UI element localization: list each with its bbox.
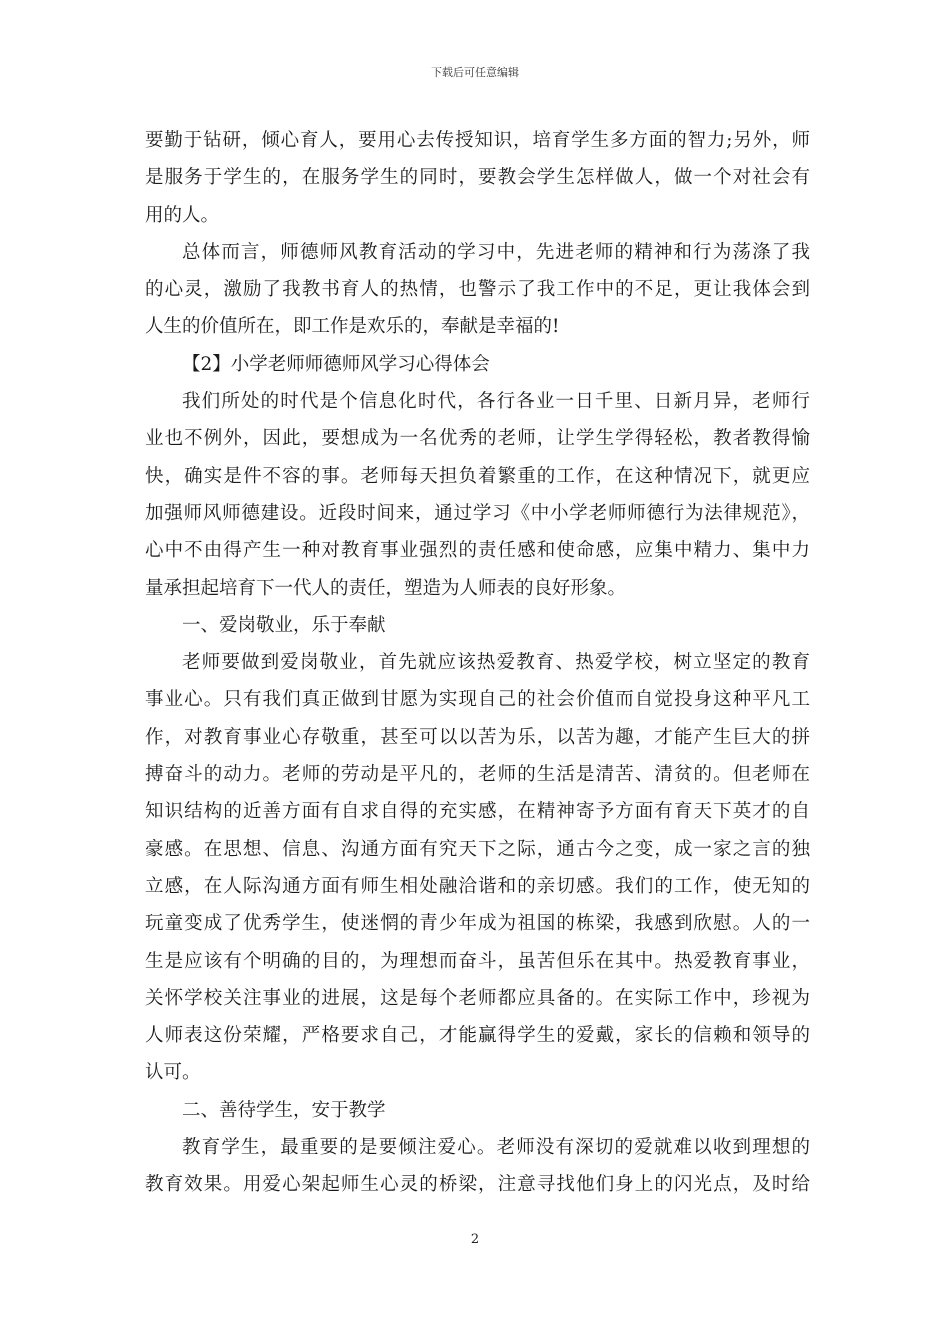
text-line: 立感，在人际沟通方面有师生相处融洽谐和的亲切感。我们的工作，使无知的 [145, 875, 810, 897]
page-header: 下载后可任意编辑 [431, 66, 519, 79]
text-line: 业也不例外，因此，要想成为一名优秀的老师，让学生学得轻松，教者教得愉 [145, 428, 810, 450]
text-line: 教育效果。用爱心架起师生心灵的桥梁，注意寻找他们身上的闪光点，及时给 [145, 1174, 810, 1196]
text-line: 作，对教育事业心存敬重，甚至可以以苦为乐，以苦为趣，才能产生巨大的拼 [145, 726, 810, 748]
text-line: 豪感。在思想、信息、沟通方面有究天下之际，通古今之变，成一家之言的独 [145, 838, 810, 860]
page-number: 2 [470, 1232, 480, 1247]
text-line: 玩童变成了优秀学生，使迷惘的青少年成为祖国的栋梁，我感到欣慰。人的一 [145, 913, 810, 935]
text-line: 是服务于学生的，在服务学生的同时，要教会学生怎样做人，做一个对社会有 [145, 167, 810, 189]
text-line: 一、爱岗敬业，乐于奉献 [182, 614, 386, 636]
text-line: 我们所处的时代是个信息化时代，各行各业一日千里、日新月异，老师行 [182, 391, 810, 413]
text-line: 加强师风师德建设。近段时间来，通过学习《中小学老师师德行为法律规范》， [145, 502, 810, 524]
text-line: 要勤于钻研，倾心育人，要用心去传授知识，培育学生多方面的智力;另外，师 [145, 130, 810, 151]
text-line: 总体而言，师德师风教育活动的学习中，先进老师的精神和行为荡涤了我 [182, 241, 810, 263]
text-line: 知识结构的近善方面有自求自得的充实感，在精神寄予方面有育天下英才的自 [145, 801, 810, 823]
text-line: 教育学生，最重要的是要倾注爱心。老师没有深切的爱就难以收到理想的 [182, 1137, 810, 1159]
text-line: 人生的价值所在，即工作是欢乐的，奉献是幸福的! [145, 316, 560, 338]
text-line: 【2】小学老师师德师风学习心得体会 [182, 353, 490, 375]
document-body [145, 122, 810, 1204]
text-line: 的心灵，激励了我教书育人的热情，也警示了我工作中的不足，更让我体会到 [145, 279, 810, 301]
text-line: 认可。 [145, 1062, 201, 1084]
text-line: 关怀学校关注事业的进展，这是每个老师都应具备的。在实际工作中，珍视为 [145, 987, 810, 1009]
text-line: 生是应该有个明确的目的，为理想而奋斗，虽苦但乐在其中。热爱教育事业， [145, 950, 810, 972]
text-line: 快，确实是件不容的事。老师每天担负着繁重的工作，在这种情况下，就更应 [145, 465, 810, 487]
text-line: 事业心。只有我们真正做到甘愿为实现自己的社会价值而自觉投身这种平凡工 [145, 689, 810, 711]
text-line: 二、善待学生，安于教学 [182, 1099, 386, 1121]
text-line: 人师表这份荣耀，严格要求自己，才能赢得学生的爱戴，家长的信赖和领导的 [145, 1025, 810, 1047]
text-line: 用的人。 [145, 204, 220, 226]
text-line: 心中不由得产生一种对教育事业强烈的责任感和使命感，应集中精力、集中力 [145, 540, 810, 562]
text-line: 搏奋斗的动力。老师的劳动是平凡的，老师的生活是清苦、清贫的。但老师在 [145, 764, 810, 786]
text-line: 老师要做到爱岗敬业，首先就应该热爱教育、热爱学校，树立坚定的教育 [182, 652, 810, 674]
text-line: 量承担起培育下一代人的责任，塑造为人师表的良好形象。 [145, 577, 627, 599]
